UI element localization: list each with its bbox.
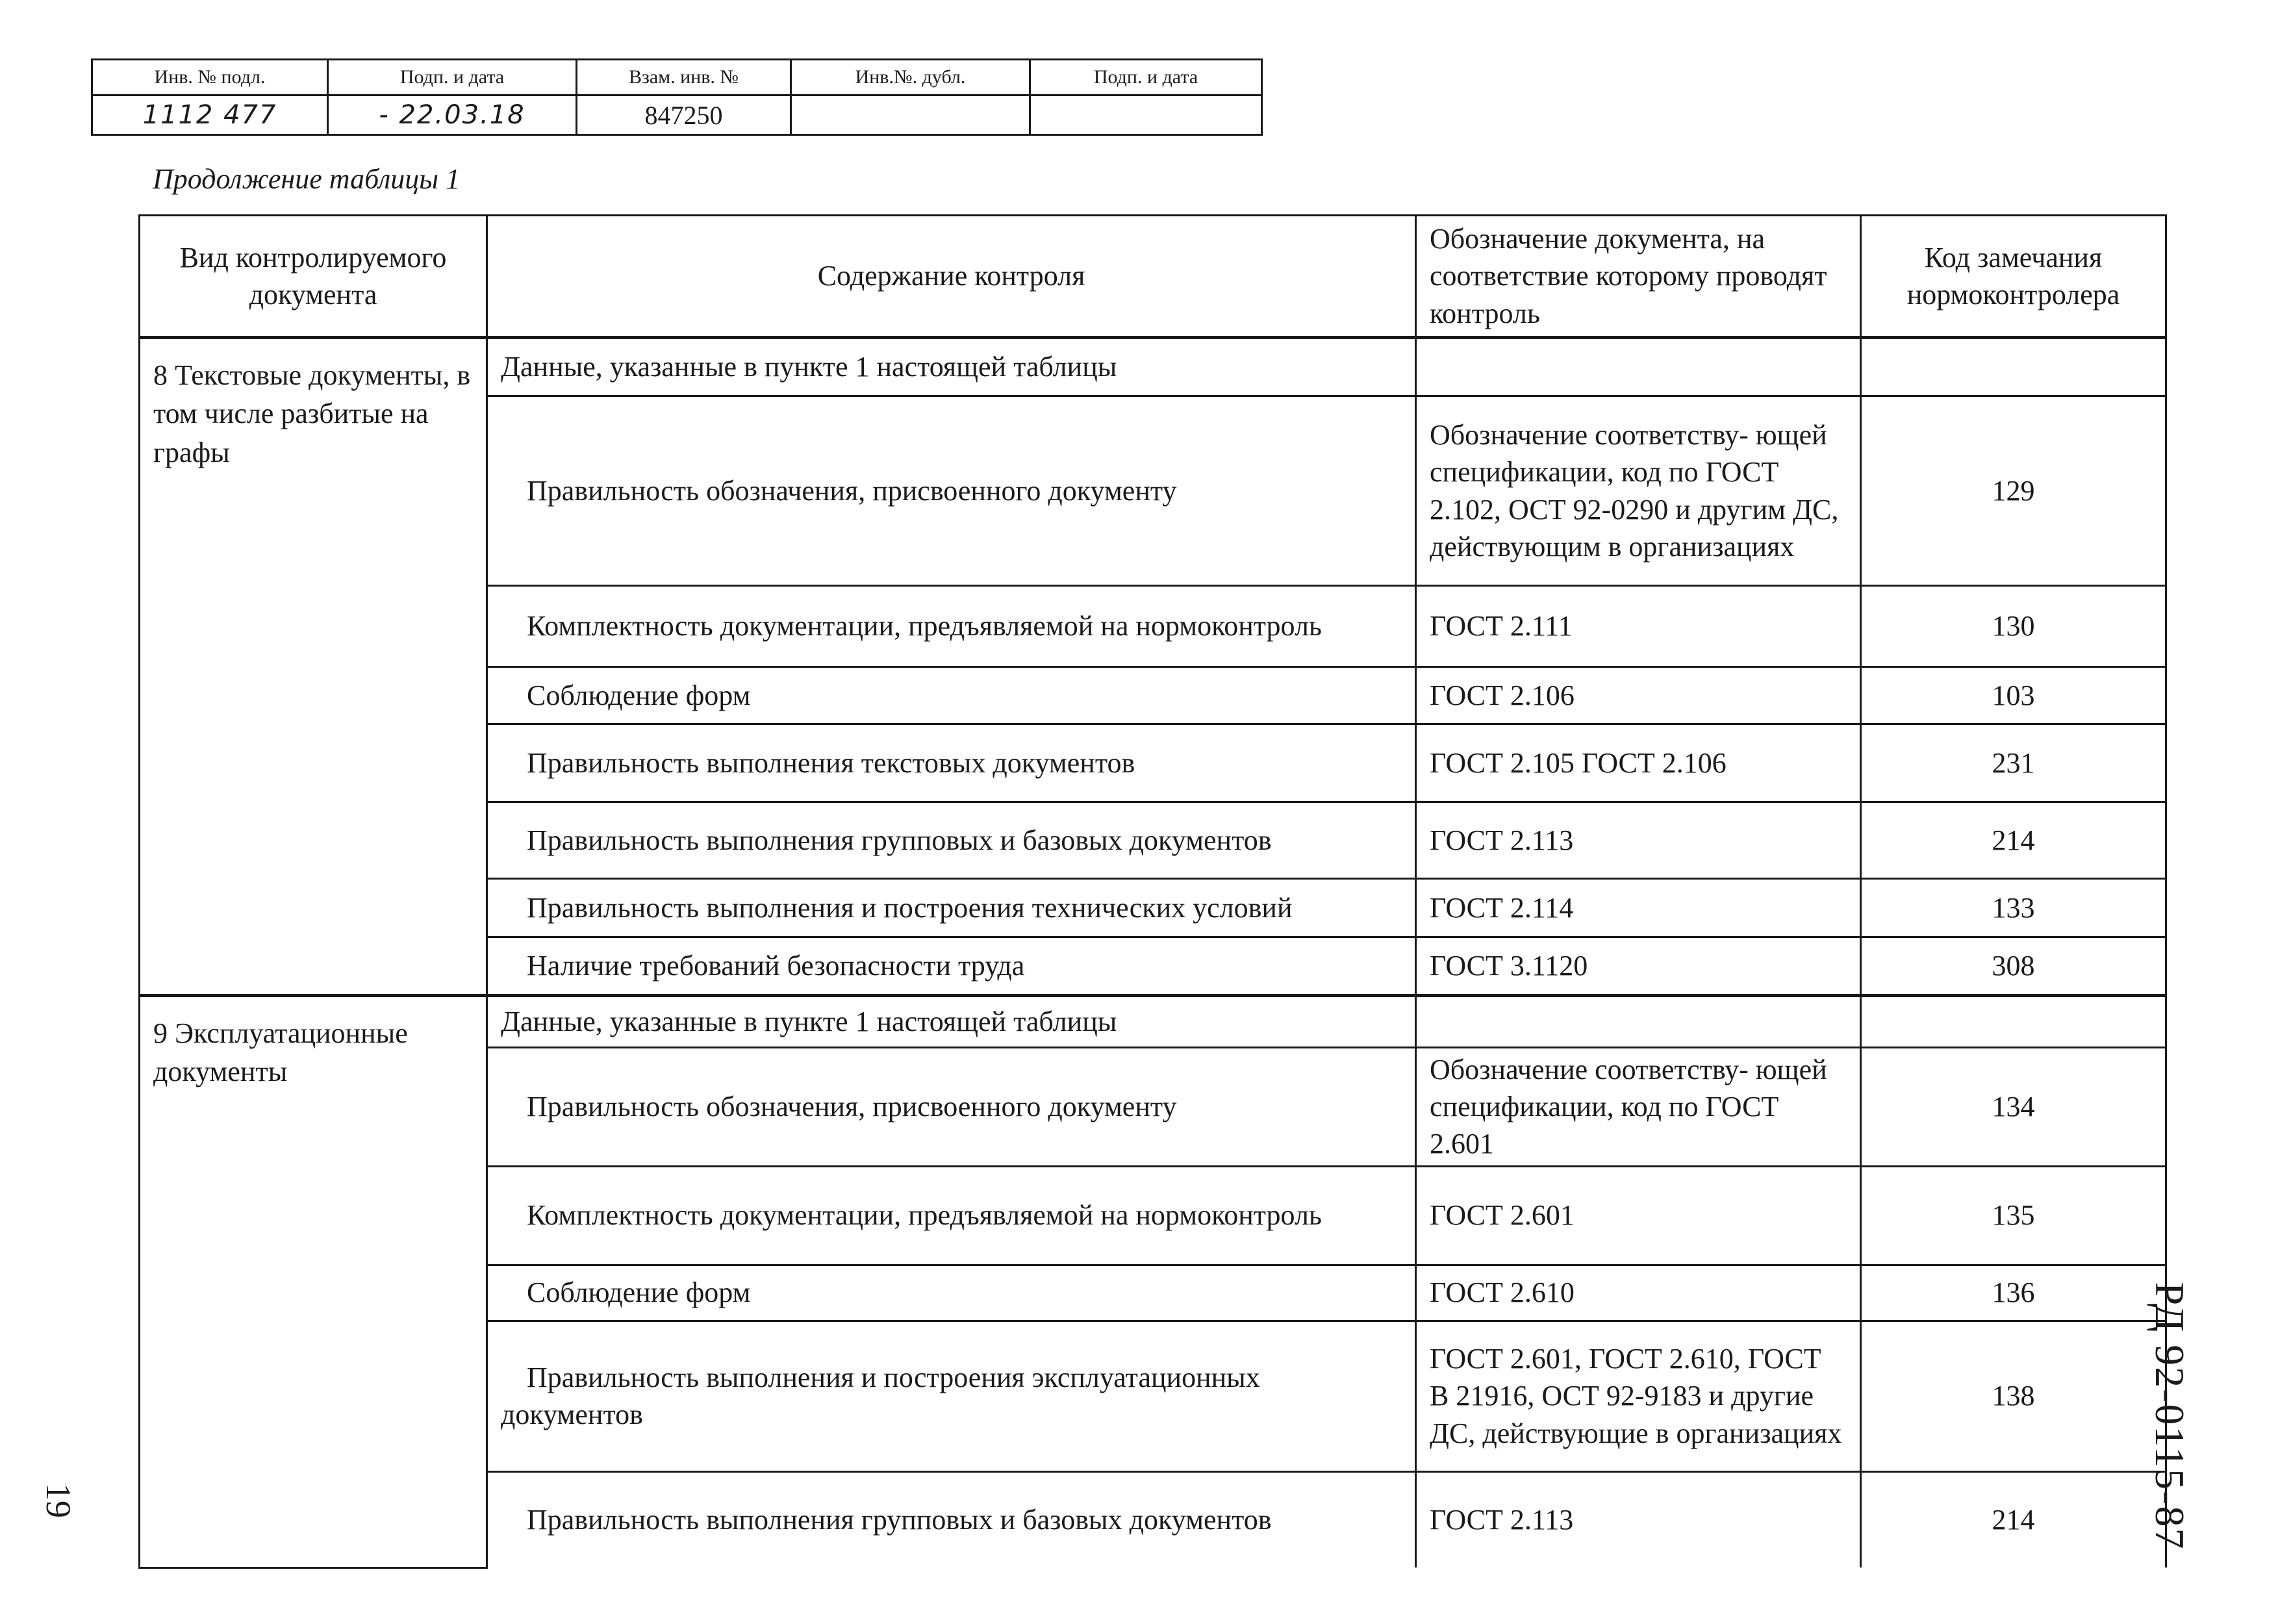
- reference-document-cell: Обозначение соответству- ющей спецификации, код по ГОСТ 2.601: [1416, 1048, 1861, 1167]
- document-identifier: РД 92-0115-87: [2147, 1282, 2193, 1551]
- stamp-header-signature-date-2: Подп. и дата: [1030, 60, 1262, 95]
- reference-document-cell: [1416, 338, 1861, 396]
- approval-stamp-table: [91, 58, 1263, 136]
- document-kind-cell: 8 Текстовые документы, в том числе разбитые на графы: [140, 338, 487, 996]
- reference-document-cell: ГОСТ 2.106: [1416, 667, 1861, 724]
- control-content-cell: Правильность выполнения и построения технических условий: [487, 879, 1416, 937]
- header-document-kind: Вид контролируемого документа: [140, 216, 487, 338]
- control-content-cell: Соблюдение форм: [487, 667, 1416, 724]
- stamp-value-signature-date-2: [1030, 95, 1262, 135]
- remark-code-cell: 135: [1861, 1166, 2166, 1265]
- control-content-cell: Комплектность документации, предъявляемой на нормоконтроль: [487, 1166, 1416, 1265]
- remark-code-cell: 138: [1861, 1321, 2166, 1471]
- stamp-header-signature-date: Подп. и дата: [328, 60, 577, 95]
- control-content-cell: Данные, указанные в пункте 1 настоящей таблицы: [487, 996, 1416, 1048]
- header-remark-code: Код замечания нормоконтролера: [1861, 216, 2166, 338]
- stamp-value-inv-original: 1112 477: [92, 95, 328, 135]
- reference-document-cell: ГОСТ 2.113: [1416, 1471, 1861, 1567]
- reference-document-cell: ГОСТ 2.601, ГОСТ 2.610, ГОСТ В 21916, ОСТ 92-9183 и другие ДС, действующие в организациях: [1416, 1321, 1861, 1471]
- reference-document-cell: ГОСТ 3.1120: [1416, 937, 1861, 996]
- control-content-cell: Комплектность документации, предъявляемой на нормоконтроль: [487, 586, 1416, 667]
- control-content-cell: Правильность выполнения текстовых документов: [487, 724, 1416, 802]
- reference-document-cell: ГОСТ 2.111: [1416, 586, 1861, 667]
- remark-code-cell: 214: [1861, 802, 2166, 879]
- control-content-cell: Правильность обозначения, присвоенного документу: [487, 1048, 1416, 1167]
- reference-document-cell: ГОСТ 2.113: [1416, 802, 1861, 879]
- control-content-cell: Данные, указанные в пункте 1 настоящей таблицы: [487, 338, 1416, 396]
- control-table: [138, 214, 2167, 1569]
- table-row: [140, 996, 2166, 1048]
- remark-code-cell: [1861, 996, 2166, 1048]
- remark-code-cell: 103: [1861, 667, 2166, 724]
- reference-document-cell: ГОСТ 2.105 ГОСТ 2.106: [1416, 724, 1861, 802]
- header-reference-document: Обозначение документа, на соответствие которому проводят контроль: [1416, 216, 1861, 338]
- reference-document-cell: ГОСТ 2.610: [1416, 1265, 1861, 1321]
- table-row: [140, 338, 2166, 396]
- table-header-row: [140, 216, 2166, 338]
- section-9-operational-documents: [140, 996, 2166, 1568]
- remark-code-cell: 308: [1861, 937, 2166, 996]
- control-content-cell: Правильность выполнения групповых и базовых документов: [487, 802, 1416, 879]
- remark-code-cell: 231: [1861, 724, 2166, 802]
- header-control-content: Содержание контроля: [487, 216, 1416, 338]
- control-content-cell: Правильность выполнения групповых и базовых документов: [487, 1471, 1416, 1567]
- remark-code-cell: 133: [1861, 879, 2166, 937]
- stamp-header-inv-original: Инв. № подл.: [92, 60, 328, 95]
- control-content-cell: Соблюдение форм: [487, 1265, 1416, 1321]
- stamp-value-signature-date: - 22.03.18: [328, 95, 577, 135]
- control-content-cell: Правильность обозначения, присвоенного документу: [487, 396, 1416, 586]
- stamp-value-inv-duplicate: [791, 95, 1030, 135]
- page-number: 19: [39, 1483, 78, 1518]
- stamp-value-replacement-inv: 847250: [577, 95, 791, 135]
- reference-document-cell: ГОСТ 2.114: [1416, 879, 1861, 937]
- reference-document-cell: ГОСТ 2.601: [1416, 1166, 1861, 1265]
- remark-code-cell: 214: [1861, 1471, 2166, 1567]
- remark-code-cell: 130: [1861, 586, 2166, 667]
- remark-code-cell: [1861, 338, 2166, 396]
- section-8-text-documents: [140, 338, 2166, 996]
- remark-code-cell: 136: [1861, 1265, 2166, 1321]
- remark-code-cell: 134: [1861, 1048, 2166, 1167]
- reference-document-cell: Обозначение соответству- ющей спецификации, код по ГОСТ 2.102, ОСТ 92-0290 и другим ДС, действующим в организациях: [1416, 396, 1861, 586]
- control-content-cell: Правильность выполнения и построения эксплуатационных документов: [487, 1321, 1416, 1471]
- stamp-header-inv-duplicate: Инв.№. дубл.: [791, 60, 1030, 95]
- stamp-header-replacement-inv: Взам. инв. №: [577, 60, 791, 95]
- remark-code-cell: 129: [1861, 396, 2166, 586]
- document-kind-cell: 9 Эксплуатационные документы: [140, 996, 487, 1568]
- table-caption: Продолжение таблицы 1: [153, 163, 461, 195]
- reference-document-cell: [1416, 996, 1861, 1048]
- control-content-cell: Наличие требований безопасности труда: [487, 937, 1416, 996]
